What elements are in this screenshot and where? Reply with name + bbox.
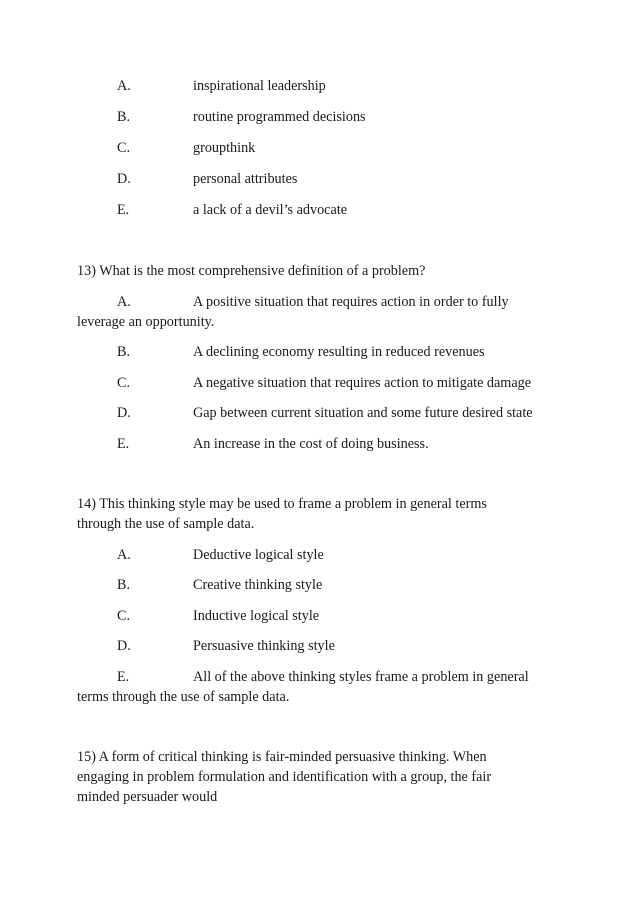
option-letter: D. — [117, 405, 131, 421]
option-letter: A. — [117, 547, 131, 563]
option-letter: E. — [117, 436, 130, 452]
question-text: 14) This thinking style may be used to frame a problem in general terms — [77, 496, 487, 512]
option-letter: C. — [117, 375, 131, 391]
option-text: An increase in the cost of doing business. — [193, 436, 429, 452]
option-text: A declining economy resulting in reduced revenues — [193, 344, 485, 360]
question-text-continued: minded persuader would — [77, 789, 218, 805]
option-letter: C. — [117, 140, 131, 156]
option-text: inspirational leadership — [193, 78, 326, 94]
question-text-continued: through the use of sample data. — [77, 516, 255, 532]
option-letter: C. — [117, 608, 131, 624]
option-text: Inductive logical style — [193, 608, 320, 624]
option-letter: E. — [117, 669, 130, 685]
option-letter: D. — [117, 171, 131, 187]
option-text: Deductive logical style — [193, 547, 324, 563]
option-letter: A. — [117, 78, 131, 94]
option-letter: D. — [117, 638, 131, 654]
question-text: 13) What is the most comprehensive definition of a problem? — [77, 263, 426, 279]
option-text: Gap between current situation and some future desired state — [193, 405, 533, 421]
option-text: routine programmed decisions — [193, 109, 366, 125]
option-text: All of the above thinking styles frame a problem in general — [193, 669, 529, 685]
question-text: 15) A form of critical thinking is fair-minded persuasive thinking. When — [77, 749, 487, 765]
option-text-continued: leverage an opportunity. — [77, 314, 215, 330]
option-text-continued: terms through the use of sample data. — [77, 689, 290, 705]
option-text: Persuasive thinking style — [193, 638, 335, 654]
option-text: groupthink — [193, 140, 256, 156]
option-letter: B. — [117, 344, 131, 360]
option-letter: E. — [117, 202, 130, 218]
option-text: personal attributes — [193, 171, 298, 187]
option-letter: B. — [117, 109, 131, 125]
option-text: A positive situation that requires action in order to fully — [193, 294, 509, 310]
option-text: A negative situation that requires action to mitigate damage — [193, 375, 532, 391]
option-text: a lack of a devil’s advocate — [193, 202, 348, 218]
option-letter: A. — [117, 294, 131, 310]
question-text-continued: engaging in problem formulation and identification with a group, the fair — [77, 769, 492, 785]
option-text: Creative thinking style — [193, 577, 323, 593]
option-letter: B. — [117, 577, 131, 593]
